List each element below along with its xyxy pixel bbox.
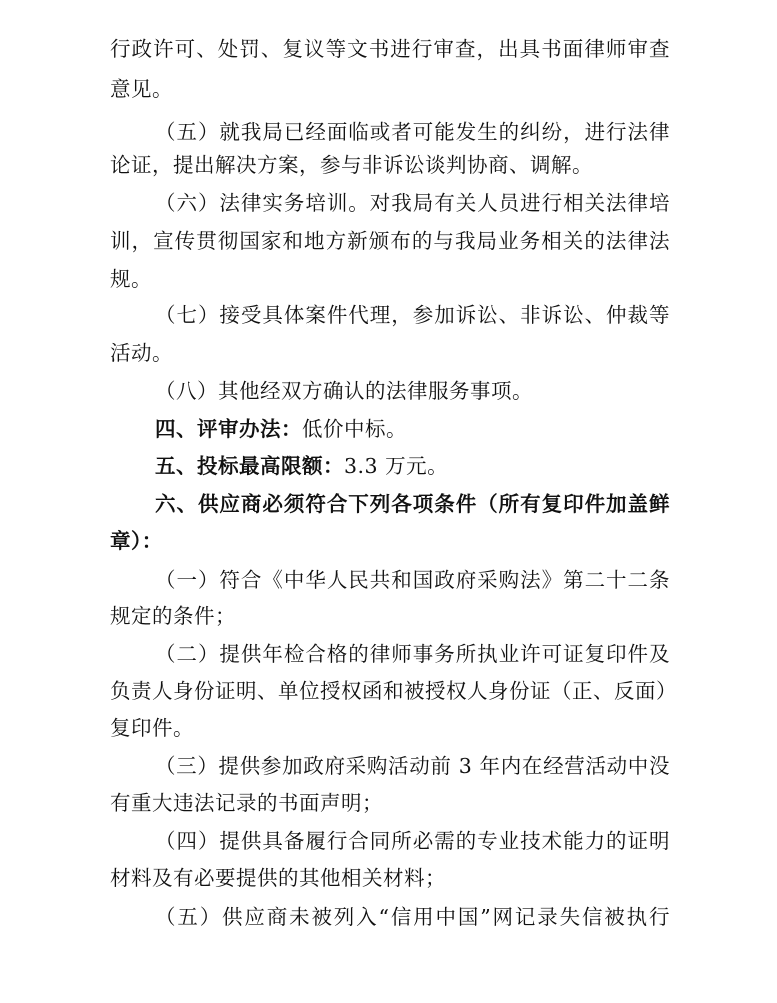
text-line: 有重大违法记录的书面声明； [110,791,383,815]
text-line: （六）法律实务培训。对我局有关人员进行相关法律培 [155,191,670,215]
text-line: 负责人身份证明、单位授权函和被授权人身份证（正、反面） [110,679,677,703]
text-line: （七）接受具体案件代理，参加诉讼、非诉讼、仲裁等 [155,303,670,327]
text-line: （四）提供具备履行合同所必需的专业技术能力的证明 [155,829,670,853]
section-heading-bid-limit [155,451,670,481]
section-heading-review-method [155,414,670,444]
section-label: 五、投标最高限额： [155,454,344,478]
text-line: （一）符合《中华人民共和国政府采购法》第二十二条 [155,568,670,592]
section-heading-supplier-conditions: 六、供应商必须符合下列各项条件（所有复印件加盖鲜 [155,492,670,516]
section-value: 低价中标。 [302,417,407,441]
text-line: （三）提供参加政府采购活动前 3 年内在经营活动中没 [155,754,670,778]
text-line: （二）提供年检合格的律师事务所执业许可证复印件及 [155,642,670,666]
text-line: 规。 [110,267,152,291]
text-line: 复印件。 [110,716,194,740]
text-line: 材料及有必要提供的其他相关材料； [110,866,446,890]
text-line: 论证，提出解决方案，参与非诉讼谈判协商、调解。 [110,153,593,177]
section-value: 3.3 万元。 [344,454,449,478]
text-line: 活动。 [110,341,173,365]
text-line: （五）就我局已经面临或者可能发生的纠纷，进行法律 [155,120,670,144]
section-label: 四、评审办法： [155,417,302,441]
text-line: 行政许可、处罚、复议等文书进行审查，出具书面律师审查 [110,37,670,61]
text-line: 训，宣传贯彻国家和地方新颁布的与我局业务相关的法律法 [110,229,670,253]
text-line: （八）其他经双方确认的法律服务事项。 [155,379,533,403]
text-line: 意见。 [110,77,173,101]
text-line: 规定的条件； [110,604,236,628]
text-line: （五）供应商未被列入“信用中国”网记录失信被执行 [155,905,670,929]
text-line: 章）： [110,529,163,553]
